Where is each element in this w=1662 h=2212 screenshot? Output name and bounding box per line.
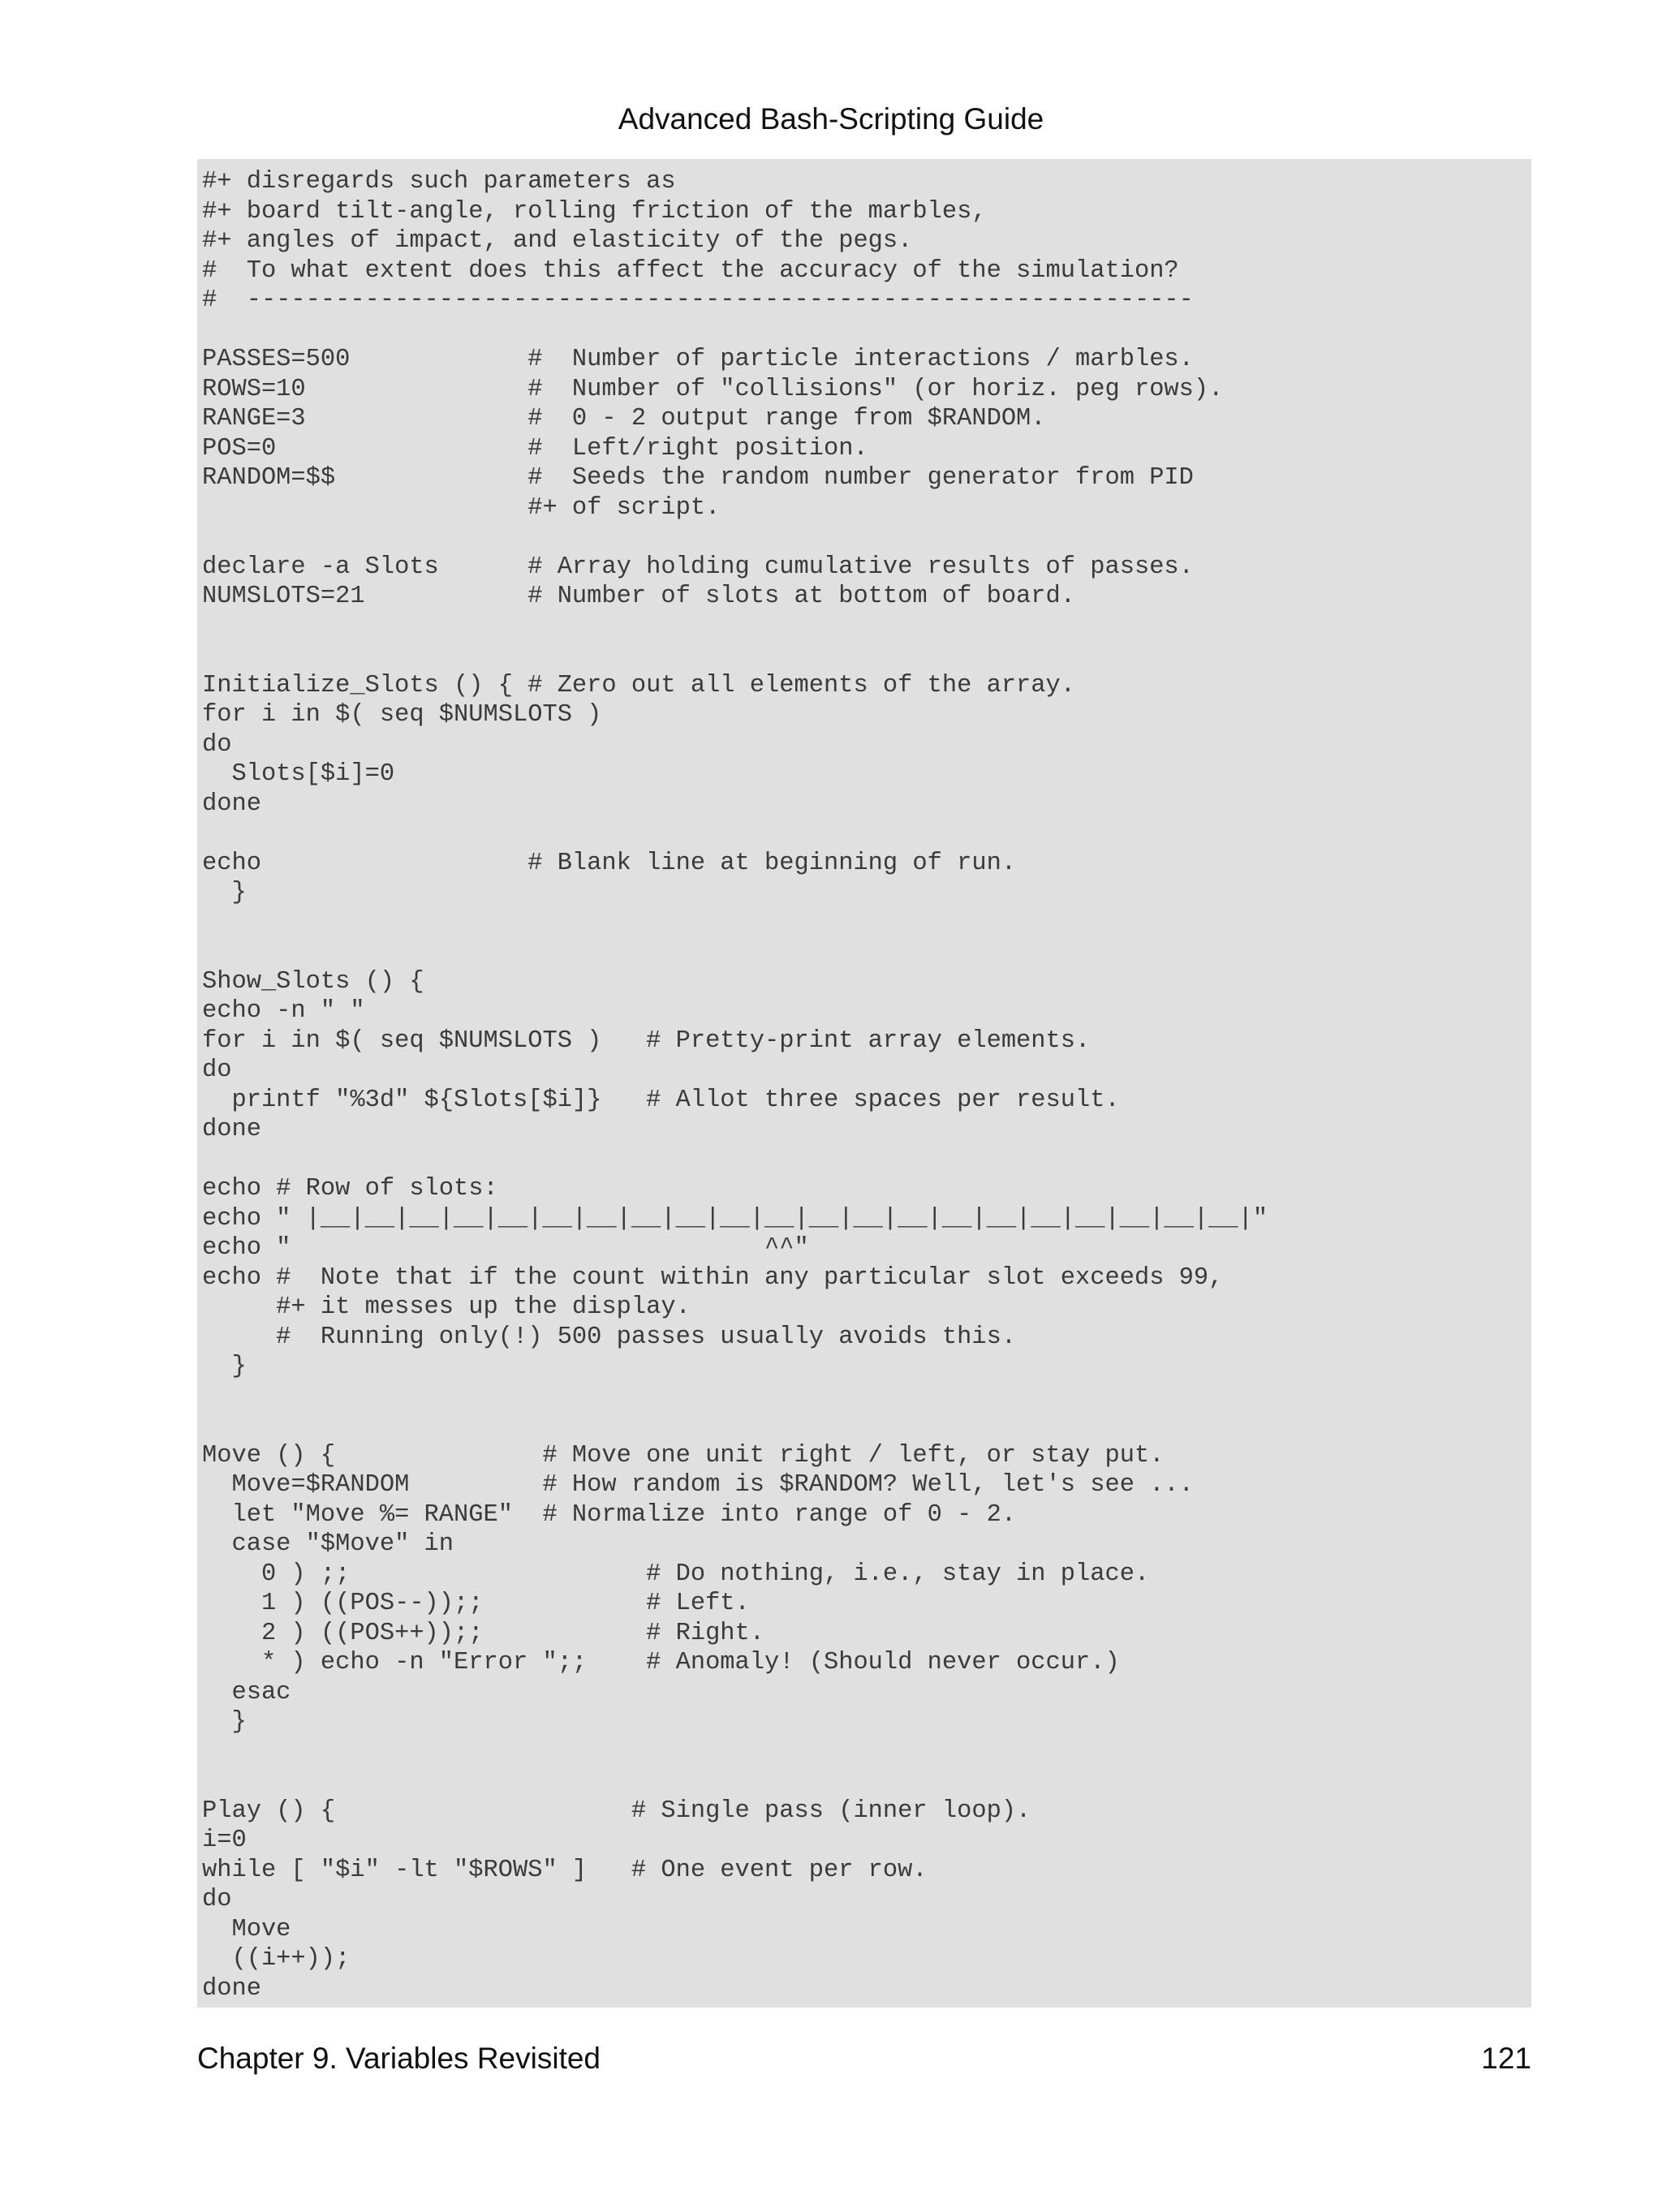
footer-chapter-title: Chapter 9. Variables Revisited bbox=[197, 2042, 601, 2075]
code-line: declare -a Slots # Array holding cumulative results of passes. bbox=[202, 553, 1194, 581]
code-line: done bbox=[202, 1116, 261, 1143]
code-line bbox=[202, 1145, 1531, 1175]
code-line: case "$Move" in bbox=[202, 1530, 454, 1558]
code-line: RANDOM=$$ # Seeds the random number generator from PID bbox=[202, 464, 1194, 492]
code-line: printf "%3d" ${Slots[$i]} # Allot three spaces per result. bbox=[202, 1086, 1120, 1114]
footer-page-number: 121 bbox=[1481, 2042, 1531, 2075]
code-line: #+ it messes up the display. bbox=[202, 1293, 691, 1321]
code-line: do bbox=[202, 1057, 232, 1084]
code-line: echo " |__|__|__|__|__|__|__|__|__|__|__|__|__|__|__|__|__|__|__|__|__|" bbox=[202, 1204, 1268, 1233]
code-line: #+ of script. bbox=[202, 493, 721, 522]
code-line bbox=[202, 641, 1531, 671]
code-line: let "Move %= RANGE" # Normalize into range of 0 - 2. bbox=[202, 1500, 1017, 1529]
code-line: 1 ) ((POS--));; # Left. bbox=[202, 1590, 750, 1617]
code-line: POS=0 # Left/right position. bbox=[202, 434, 868, 463]
code-line bbox=[202, 523, 1531, 553]
code-line bbox=[202, 908, 1531, 938]
page-header: Advanced Bash-Scripting Guide bbox=[618, 102, 1044, 136]
code-line: Initialize_Slots () { # Zero out all elements of the array. bbox=[202, 671, 1076, 699]
code-line: ((i++)); bbox=[202, 1945, 351, 1973]
code-line: RANGE=3 # 0 - 2 output range from $RANDOM. bbox=[202, 405, 1046, 433]
code-line: echo # Blank line at beginning of run. bbox=[202, 849, 1017, 877]
code-line: # Running only(!) 500 passes usually avoids this. bbox=[202, 1323, 1017, 1351]
code-line: echo " ^^" bbox=[202, 1234, 809, 1262]
code-line: esac bbox=[202, 1678, 291, 1706]
code-line: } bbox=[202, 1708, 247, 1736]
code-line: echo # Note that if the count within any particular slot exceeds 99, bbox=[202, 1263, 1224, 1292]
code-line: } bbox=[202, 1353, 247, 1380]
code-line: # ---------------------------------------------------------------- bbox=[202, 286, 1194, 314]
code-line: i=0 bbox=[202, 1827, 247, 1854]
code-line: do bbox=[202, 730, 232, 759]
code-line bbox=[202, 1411, 1531, 1441]
code-line: while [ "$i" -lt "$ROWS" ] # One event per row. bbox=[202, 1856, 928, 1884]
code-line: echo -n " " bbox=[202, 997, 365, 1025]
code-line: #+ board tilt-angle, rolling friction of the marbles, bbox=[202, 197, 987, 226]
code-block bbox=[197, 159, 1531, 2008]
code-line bbox=[202, 819, 1531, 849]
code-line: Move=$RANDOM # How random is $RANDOM? Well, let's see ... bbox=[202, 1471, 1194, 1499]
code-line: Slots[$i]=0 bbox=[202, 760, 395, 788]
code-line: # To what extent does this affect the accuracy of the simulation? bbox=[202, 256, 1179, 285]
code-line: done bbox=[202, 790, 261, 818]
code-line: for i in $( seq $NUMSLOTS ) bbox=[202, 701, 602, 729]
code-line: NUMSLOTS=21 # Number of slots at bottom of board. bbox=[202, 583, 1076, 610]
code-line: #+ disregards such parameters as bbox=[202, 168, 676, 196]
code-line bbox=[202, 612, 1531, 642]
code-line: Move bbox=[202, 1915, 291, 1943]
code-line: Move () { # Move one unit right / left, or stay put. bbox=[202, 1441, 1165, 1470]
code-line: Play () { # Single pass (inner loop). bbox=[202, 1797, 1031, 1825]
code-line: Show_Slots () { bbox=[202, 967, 424, 996]
code-line: * ) echo -n "Error ";; # Anomaly! (Should never occur.) bbox=[202, 1649, 1120, 1676]
code-line: } bbox=[202, 879, 247, 906]
code-line: for i in $( seq $NUMSLOTS ) # Pretty-print array elements. bbox=[202, 1026, 1091, 1055]
code-line bbox=[202, 937, 1531, 967]
code-line: 0 ) ;; # Do nothing, i.e., stay in place. bbox=[202, 1560, 1150, 1588]
code-line bbox=[202, 1737, 1531, 1767]
page-footer bbox=[197, 2038, 1531, 2079]
code-line bbox=[202, 1767, 1531, 1797]
code-line: 2 ) ((POS++));; # Right. bbox=[202, 1619, 765, 1647]
code-line bbox=[202, 1382, 1531, 1412]
code-line: do bbox=[202, 1886, 232, 1913]
code-line: ROWS=10 # Number of "collisions" (or horiz. peg rows). bbox=[202, 375, 1224, 403]
code-line: echo # Row of slots: bbox=[202, 1175, 498, 1203]
code-line bbox=[202, 316, 1531, 346]
code-line: done bbox=[202, 1974, 261, 2003]
code-line: #+ angles of impact, and elasticity of the pegs. bbox=[202, 227, 913, 255]
code-line: PASSES=500 # Number of particle interactions / marbles. bbox=[202, 346, 1194, 373]
